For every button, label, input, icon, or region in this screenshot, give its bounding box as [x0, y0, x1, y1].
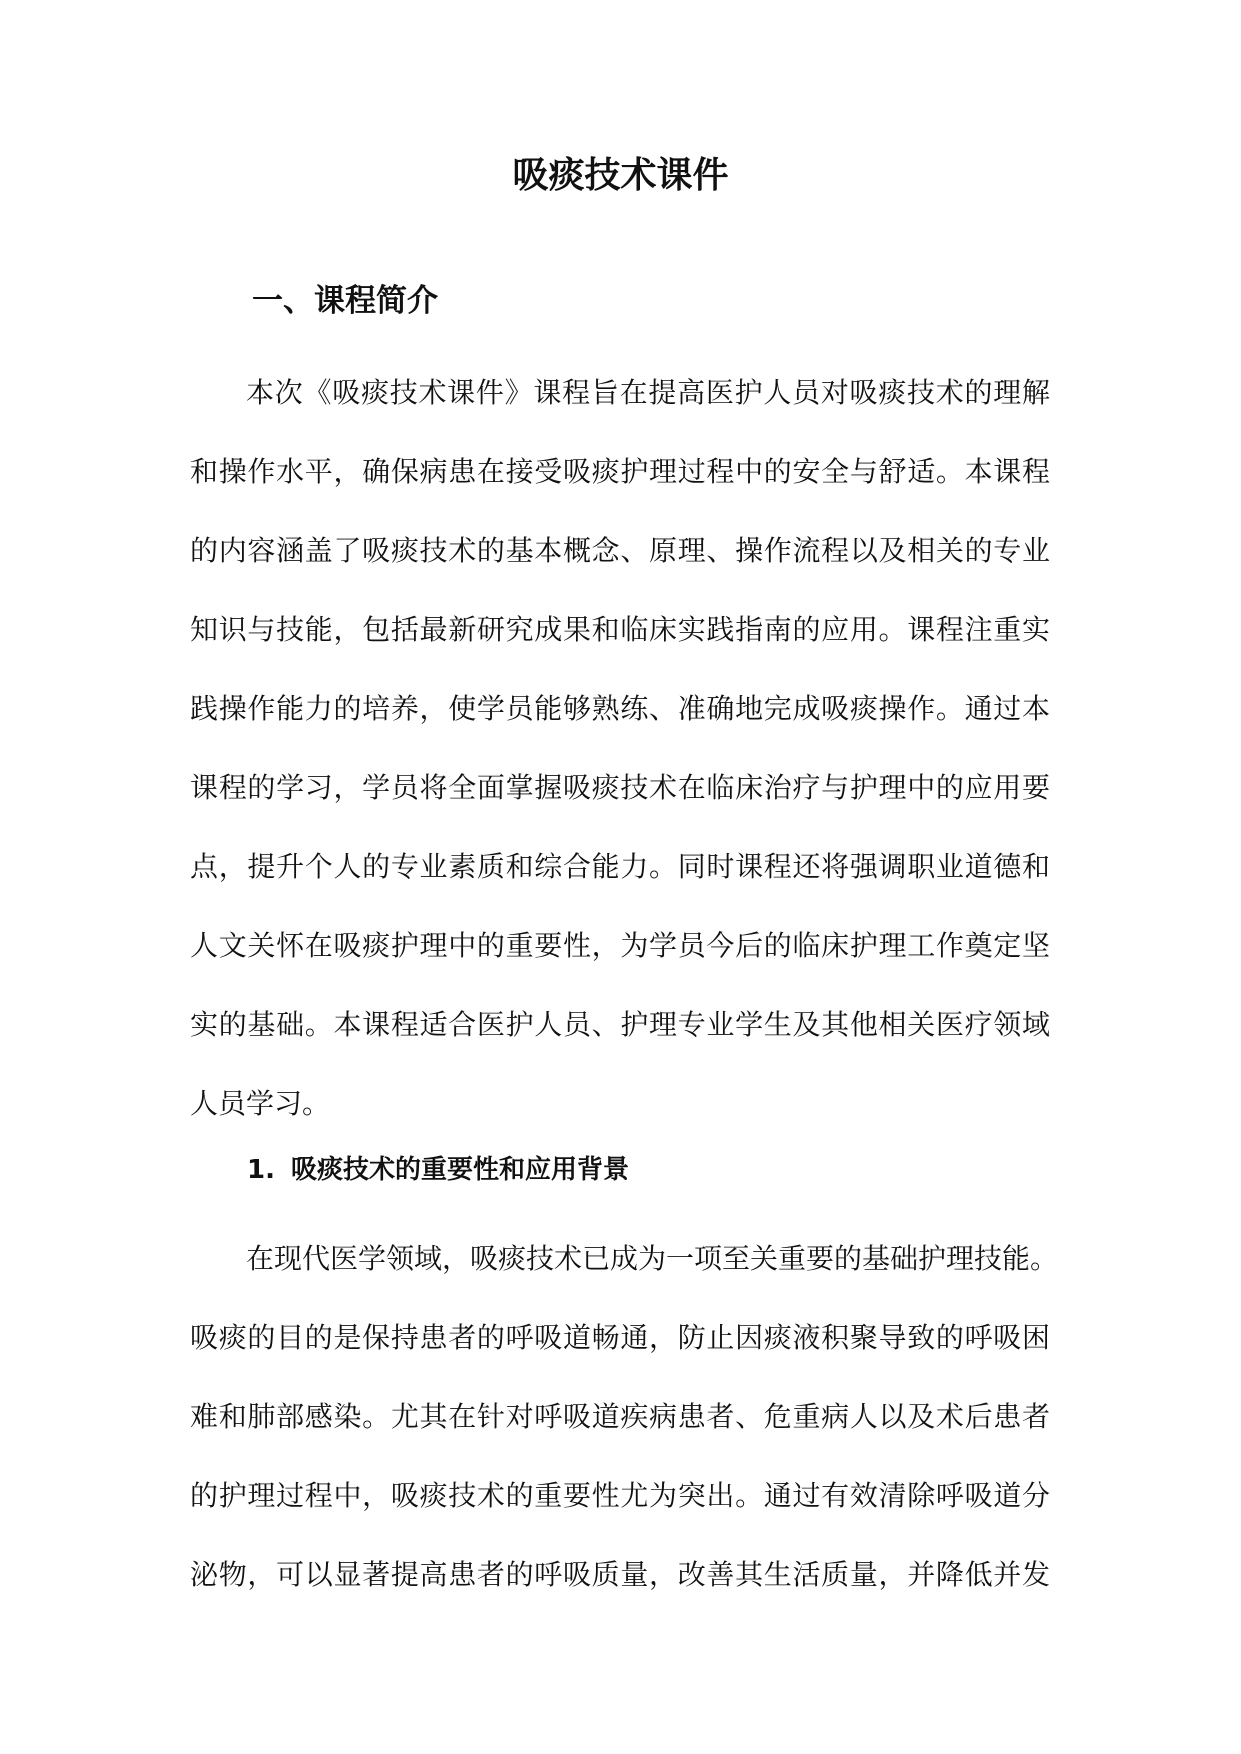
- paragraph-line: 难和肺部感染。尤其在针对呼吸道疾病患者、危重病人以及术后患者: [190, 1400, 1050, 1433]
- paragraph-line: 践操作能力的培养，使学员能够熟练、准确地完成吸痰操作。通过本: [190, 692, 1050, 725]
- paragraph-line: 本次《吸痰技术课件》课程旨在提高医护人员对吸痰技术的理解: [246, 376, 1050, 409]
- subsection-heading: [247, 1150, 629, 1190]
- paragraph-line: 课程的学习，学员将全面掌握吸痰技术在临床治疗与护理中的应用要: [190, 771, 1050, 804]
- subsection-number: 1.: [247, 1155, 275, 1185]
- paragraph-line: 和操作水平，确保病患在接受吸痰护理过程中的安全与舒适。本课程: [190, 455, 1050, 488]
- subsection-title: 吸痰技术的重要性和应用背景: [291, 1155, 630, 1185]
- paragraph-line: 实的基础。本课程适合医护人员、护理专业学生及其他相关医疗领域: [190, 1008, 1050, 1041]
- paragraph-line: 泌物，可以显著提高患者的呼吸质量，改善其生活质量，并降低并发: [190, 1558, 1050, 1591]
- subsection-paragraph: [190, 1219, 1059, 1614]
- section-intro-paragraph: [190, 353, 1050, 1143]
- paragraph-line: 人文关怀在吸痰护理中的重要性，为学员今后的临床护理工作奠定坚: [190, 929, 1050, 962]
- section-heading-course-intro: 一、课程简介: [252, 283, 438, 319]
- paragraph-line: 知识与技能，包括最新研究成果和临床实践指南的应用。课程注重实: [190, 613, 1050, 646]
- paragraph-line: 点，提升个人的专业素质和综合能力。同时课程还将强调职业道德和: [190, 850, 1050, 883]
- document-title: 吸痰技术课件: [512, 155, 729, 196]
- paragraph-line: 人员学习。: [190, 1087, 331, 1120]
- paragraph-line: 吸痰的目的是保持患者的呼吸道畅通，防止因痰液积聚导致的呼吸困: [190, 1321, 1050, 1354]
- paragraph-line: 在现代医学领域，吸痰技术已成为一项至关重要的基础护理技能。: [246, 1242, 1059, 1275]
- paragraph-line: 的护理过程中，吸痰技术的重要性尤为突出。通过有效清除呼吸道分: [190, 1479, 1050, 1512]
- paragraph-line: 的内容涵盖了吸痰技术的基本概念、原理、操作流程以及相关的专业: [190, 534, 1050, 567]
